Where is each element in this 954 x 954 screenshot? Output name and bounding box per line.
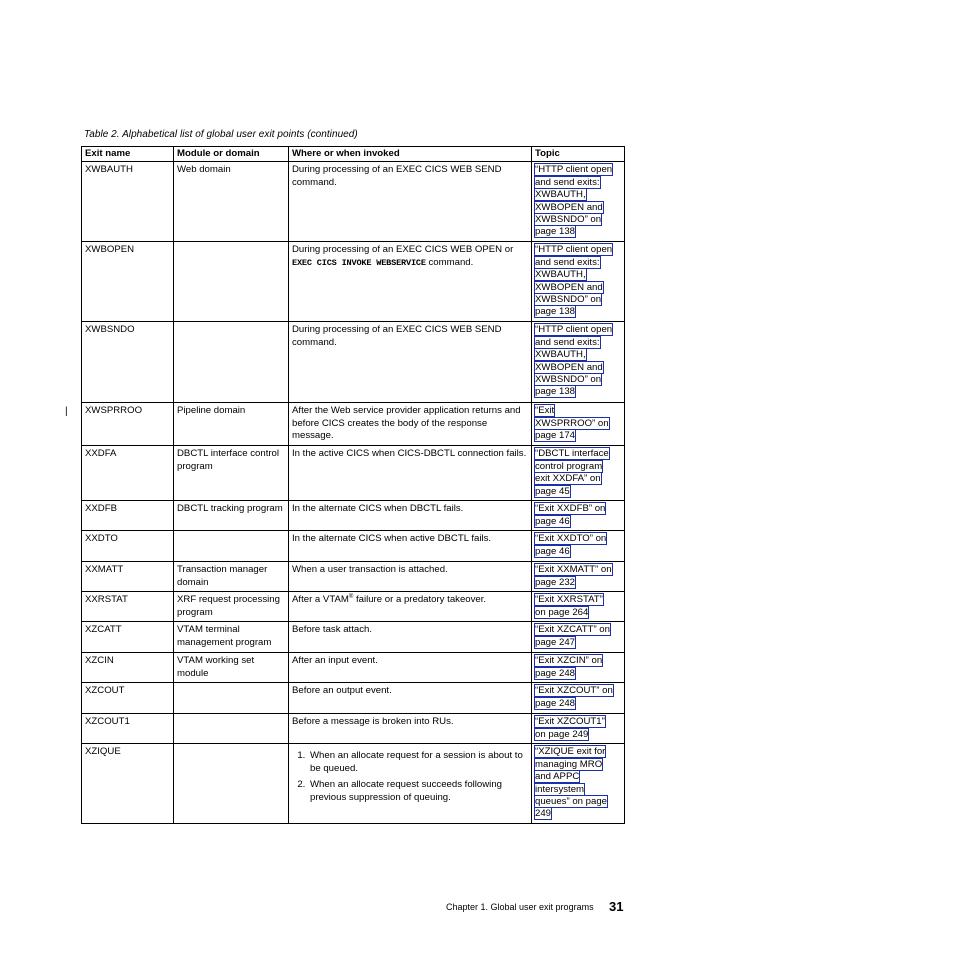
table-row (82, 592, 625, 622)
exit-name: XZCIN (82, 653, 174, 683)
table-row (82, 531, 625, 562)
table-row (82, 501, 625, 531)
table-row (82, 322, 625, 403)
module-name: Transaction manager domain (174, 562, 289, 592)
where-invoked: In the active CICS when CICS-DBCTL connection fails. (289, 446, 532, 501)
module-name: Web domain (174, 162, 289, 242)
exit-name: XXDTO (82, 531, 174, 562)
table-row (82, 653, 625, 683)
table-row (82, 403, 625, 446)
module-name (174, 714, 289, 744)
change-bar: | (65, 406, 68, 417)
table-row (82, 446, 625, 501)
module-name: DBCTL tracking program (174, 501, 289, 531)
topic-link[interactable]: “Exit XXRSTAT” on page 264 (532, 592, 625, 622)
table-row (82, 744, 625, 824)
topic-link[interactable]: “HTTP client open and send exits: XWBAUTH, XWBOPEN and XWBSNDO” on page 138 (532, 242, 625, 322)
where-invoked: During processing of an EXEC CICS WEB SEND command. (289, 322, 532, 403)
table-row (82, 162, 625, 242)
module-name (174, 531, 289, 562)
exit-name: XXDFA (82, 446, 174, 501)
where-invoked: In the alternate CICS when active DBCTL fails. (289, 531, 532, 562)
header-where-invoked: Where or when invoked (289, 147, 532, 162)
exit-name: XZIQUE (82, 744, 174, 824)
table-row (82, 562, 625, 592)
page-number: 31 (609, 899, 624, 914)
exit-name: XZCATT (82, 622, 174, 653)
module-name: DBCTL interface control program (174, 446, 289, 501)
exit-name: XXDFB (82, 501, 174, 531)
topic-link[interactable]: “Exit XZCOUT1” on page 249 (532, 714, 625, 744)
header-topic: Topic (532, 147, 625, 162)
module-name: XRF request processing program (174, 592, 289, 622)
where-invoked: During processing of an EXEC CICS WEB OPEN or EXEC CICS INVOKE WEBSERVICE command. (289, 242, 532, 322)
module-name (174, 242, 289, 322)
where-invoked: In the alternate CICS when DBCTL fails. (289, 501, 532, 531)
list-item: 1. When an allocate request for a session is about to be queued. (308, 750, 528, 775)
topic-link[interactable]: “Exit XXDFB” on page 46 (532, 501, 625, 531)
exit-name: XWBSNDO (82, 322, 174, 403)
table-row (82, 622, 625, 653)
topic-link[interactable]: “Exit XZCIN” on page 248 (532, 653, 625, 683)
exit-name: XZCOUT1 (82, 714, 174, 744)
module-name (174, 322, 289, 403)
topic-link[interactable]: “DBCTL interface control program exit XXDFA” on page 45 (532, 446, 625, 501)
where-invoked: After a VTAM® failure or a predatory takeover. (289, 592, 532, 622)
topic-link[interactable]: “Exit XZCOUT” on page 248 (532, 683, 625, 714)
exit-name: XWSPRROO (82, 403, 174, 446)
module-name: VTAM terminal management program (174, 622, 289, 653)
topic-link[interactable]: “XZIQUE exit for managing MRO and APPC intersystem queues” on page 249 (532, 744, 625, 824)
header-module: Module or domain (174, 147, 289, 162)
where-invoked: When a user transaction is attached. (289, 562, 532, 592)
exit-name: XWBAUTH (82, 162, 174, 242)
module-name (174, 744, 289, 824)
invocation-steps (292, 750, 528, 804)
header-exit-name: Exit name (82, 147, 174, 162)
topic-link[interactable]: “Exit XXMATT” on page 232 (532, 562, 625, 592)
where-invoked: Before a message is broken into RUs. (289, 714, 532, 744)
exit-name: XWBOPEN (82, 242, 174, 322)
where-invoked: Before task attach. (289, 622, 532, 653)
topic-link[interactable]: “Exit XZCATT” on page 247 (532, 622, 625, 653)
exit-name: XXRSTAT (82, 592, 174, 622)
exit-name: XZCOUT (82, 683, 174, 714)
table-header-row (82, 147, 625, 162)
topic-link[interactable]: “Exit XWSPRROO” on page 174 (532, 403, 625, 446)
topic-link[interactable]: “HTTP client open and send exits: XWBAUTH, XWBOPEN and XWBSNDO” on page 138 (532, 322, 625, 403)
list-item: 2. When an allocate request succeeds following previous suppression of queuing. (308, 779, 528, 804)
topic-link[interactable]: “HTTP client open and send exits: XWBAUTH, XWBOPEN and XWBSNDO” on page 138 (532, 162, 625, 242)
table-caption: Table 2. Alphabetical list of global user exit points (continued) (84, 129, 358, 140)
module-name: Pipeline domain (174, 403, 289, 446)
table-row (82, 714, 625, 744)
where-invoked: After the Web service provider application returns and before CICS creates the body of the response message. (289, 403, 532, 446)
exit-points-table (81, 146, 625, 824)
module-name (174, 683, 289, 714)
exit-name: XXMATT (82, 562, 174, 592)
where-invoked (289, 744, 532, 824)
footer-chapter: Chapter 1. Global user exit programs (446, 902, 594, 912)
where-invoked: During processing of an EXEC CICS WEB SEND command. (289, 162, 532, 242)
where-invoked: After an input event. (289, 653, 532, 683)
topic-link[interactable]: “Exit XXDTO” on page 46 (532, 531, 625, 562)
table-row (82, 683, 625, 714)
module-name: VTAM working set module (174, 653, 289, 683)
where-invoked: Before an output event. (289, 683, 532, 714)
table-row (82, 242, 625, 322)
